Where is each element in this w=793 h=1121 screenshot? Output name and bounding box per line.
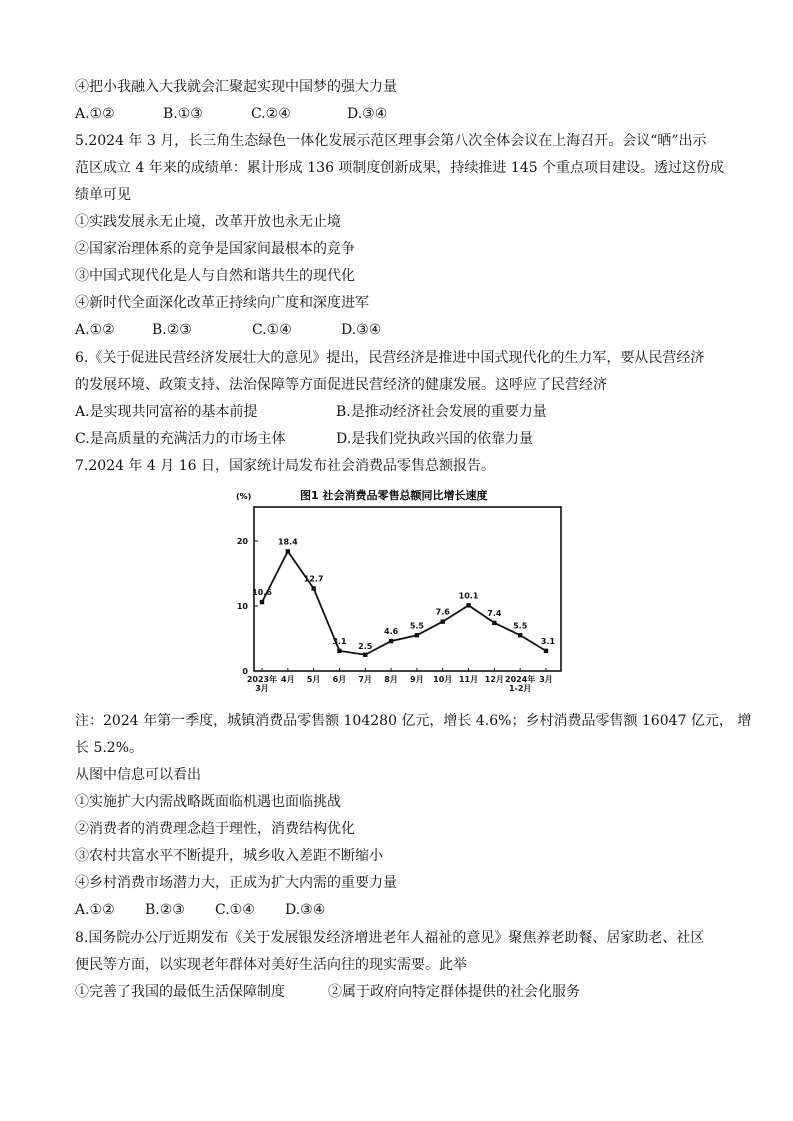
q5-item-4: ④新时代全面深化改革正持续向广度和深度进军 <box>75 295 369 311</box>
y-tick-label: 20 <box>236 537 248 546</box>
chart-svg <box>228 485 568 700</box>
x-tick-label: 7月 <box>358 675 373 684</box>
q4-option-c: C.②④ <box>251 106 291 122</box>
x-tick-label: 5月 <box>306 675 321 684</box>
q5-item-1: ①实践发展永无止境，改革开放也永无止境 <box>75 214 341 230</box>
q5-option-a: A.①② <box>75 322 115 338</box>
q7-option-a: A.①② <box>75 902 115 918</box>
q7-option-c: C.①④ <box>215 902 255 918</box>
x-tick-label: 11月 <box>458 675 479 684</box>
data-point <box>260 600 264 604</box>
q6-option-b: B.是推动经济社会发展的重要力量 <box>336 404 547 420</box>
q7-item-2: ②消费者的消费理念趋于理性，消费结构优化 <box>75 821 355 837</box>
x-tick-label: 10月 <box>433 675 453 684</box>
data-point <box>389 639 393 643</box>
y-axis-unit-label: (%) <box>236 492 252 501</box>
q7-item-4: ④乡村消费市场潜力大，正成为扩大内需的重要力量 <box>75 875 397 891</box>
chart-title: 图1 社会消费品零售总额同比增长速度 <box>300 489 488 502</box>
data-point <box>518 633 522 637</box>
q5-stem-line-2: 范区成立 4 年来的成绩单：累计形成 136 项制度创新成果，持续推进 145 个重点项目建设。透过这份成 <box>75 160 725 176</box>
x-tick-label: 4月 <box>281 675 295 684</box>
data-point <box>363 653 367 657</box>
q4-option-b: B.①③ <box>163 106 203 122</box>
q8-stem-line-1: 8.国务院办公厅近期发布《关于发展银发经济增进老年人福祉的意见》聚焦养老助餐、居家助老、社区 <box>75 930 705 946</box>
q6-option-a: A.是实现共同富裕的基本前提 <box>75 404 258 420</box>
q5-stem-line-1: 5.2024 年 3 月，长三角生态绿色一体化发展示范区理事会第八次全体会议在上海召开。会议“晒”出示 <box>75 133 707 149</box>
data-point <box>311 586 315 590</box>
data-label: 12.7 <box>303 574 324 584</box>
q5-option-b: B.②③ <box>152 322 192 338</box>
q7-item-1: ①实施扩大内需战略既面临机遇也面临挑战 <box>75 794 341 810</box>
data-label: 5.5 <box>409 621 424 631</box>
q5-item-3: ③中国式现代化是人与自然和谐共生的现代化 <box>75 268 355 284</box>
data-label: 7.6 <box>435 607 450 617</box>
x-tick-label: 9月 <box>410 675 424 684</box>
q6-option-c: C.是高质量的充满活力的市场主体 <box>75 431 286 447</box>
data-label: 4.6 <box>384 627 399 637</box>
q7-note-line-1: 注：2024 年第一季度，城镇消费品零售额 104280 亿元，增长 4.6%；乡村消费品零售额 16047 亿元， 增 <box>75 713 752 729</box>
q5-option-c: C.①④ <box>252 322 292 338</box>
q5-stem-line-3: 绩单可见 <box>75 187 131 203</box>
x-tick-label: 3月 <box>539 675 553 684</box>
q5-option-d: D.③④ <box>341 322 382 338</box>
data-label: 5.5 <box>513 621 528 631</box>
data-point <box>492 621 496 625</box>
data-point <box>286 549 290 553</box>
q8-item-1: ①完善了我国的最低生活保障制度 <box>75 984 285 1000</box>
data-point <box>415 633 419 637</box>
q8-stem-line-2: 便民等方面，以实现老年群体对美好生活向往的现实需要。此举 <box>75 957 467 973</box>
data-point <box>466 603 470 607</box>
x-tick-label: 8月 <box>384 675 398 684</box>
data-label: 2.5 <box>358 641 373 651</box>
data-point <box>441 619 445 623</box>
q7-option-d: D.③④ <box>285 902 326 918</box>
data-label: 3.1 <box>332 636 347 646</box>
q7-item-3: ③农村共富水平不断提升，城乡收入差距不断缩小 <box>75 848 383 864</box>
q4-item-4: ④把小我融入大我就会汇聚起实现中国梦的强大力量 <box>75 79 397 95</box>
x-tick-label: 2023年 <box>246 675 278 684</box>
data-point <box>544 649 548 653</box>
x-tick-label: 12月 <box>484 675 504 684</box>
q5-item-2: ②国家治理体系的竞争是国家间最根本的竞争 <box>75 241 355 257</box>
x-tick-label: 6月 <box>332 675 347 684</box>
q6-stem-line-2: 的发展环境、政策支持、法治保障等方面促进民营经济的健康发展。这呼应了民营经济 <box>75 377 607 393</box>
q7-stem: 7.2024 年 4 月 16 日，国家统计局发布社会消费品零售总额报告。 <box>75 458 495 474</box>
data-label: 18.4 <box>277 537 298 547</box>
chart-frame <box>254 507 561 671</box>
data-label: 10.6 <box>252 588 272 598</box>
q4-option-a: A.①② <box>75 106 115 122</box>
x-tick-label: 1-2月 <box>508 684 532 693</box>
q4-option-d: D.③④ <box>347 106 388 122</box>
data-label: 10.1 <box>458 591 479 601</box>
x-tick-label: 2024年 <box>505 675 536 684</box>
q7-note-line-2: 长 5.2%。 <box>75 740 144 756</box>
q7-lead: 从图中信息可以看出 <box>75 767 201 783</box>
y-tick-label: 10 <box>236 602 248 611</box>
y-tick-label: 0 <box>242 667 248 676</box>
q8-item-2: ②属于政府向特定群体提供的社会化服务 <box>328 984 580 1000</box>
q7-option-b: B.②③ <box>145 902 185 918</box>
q6-stem-line-1: 6.《关于促进民营经济发展壮大的意见》提出，民营经济是推进中国式现代化的生力军，要从民营经济 <box>75 350 705 366</box>
series-line <box>262 551 546 654</box>
x-tick-label: 3月 <box>255 684 269 693</box>
retail-sales-growth-chart <box>228 485 568 700</box>
data-point <box>337 649 341 653</box>
q6-option-d: D.是我们党执政兴国的依靠力量 <box>336 431 534 447</box>
data-label: 7.4 <box>487 608 502 618</box>
data-label: 3.1 <box>540 636 556 646</box>
